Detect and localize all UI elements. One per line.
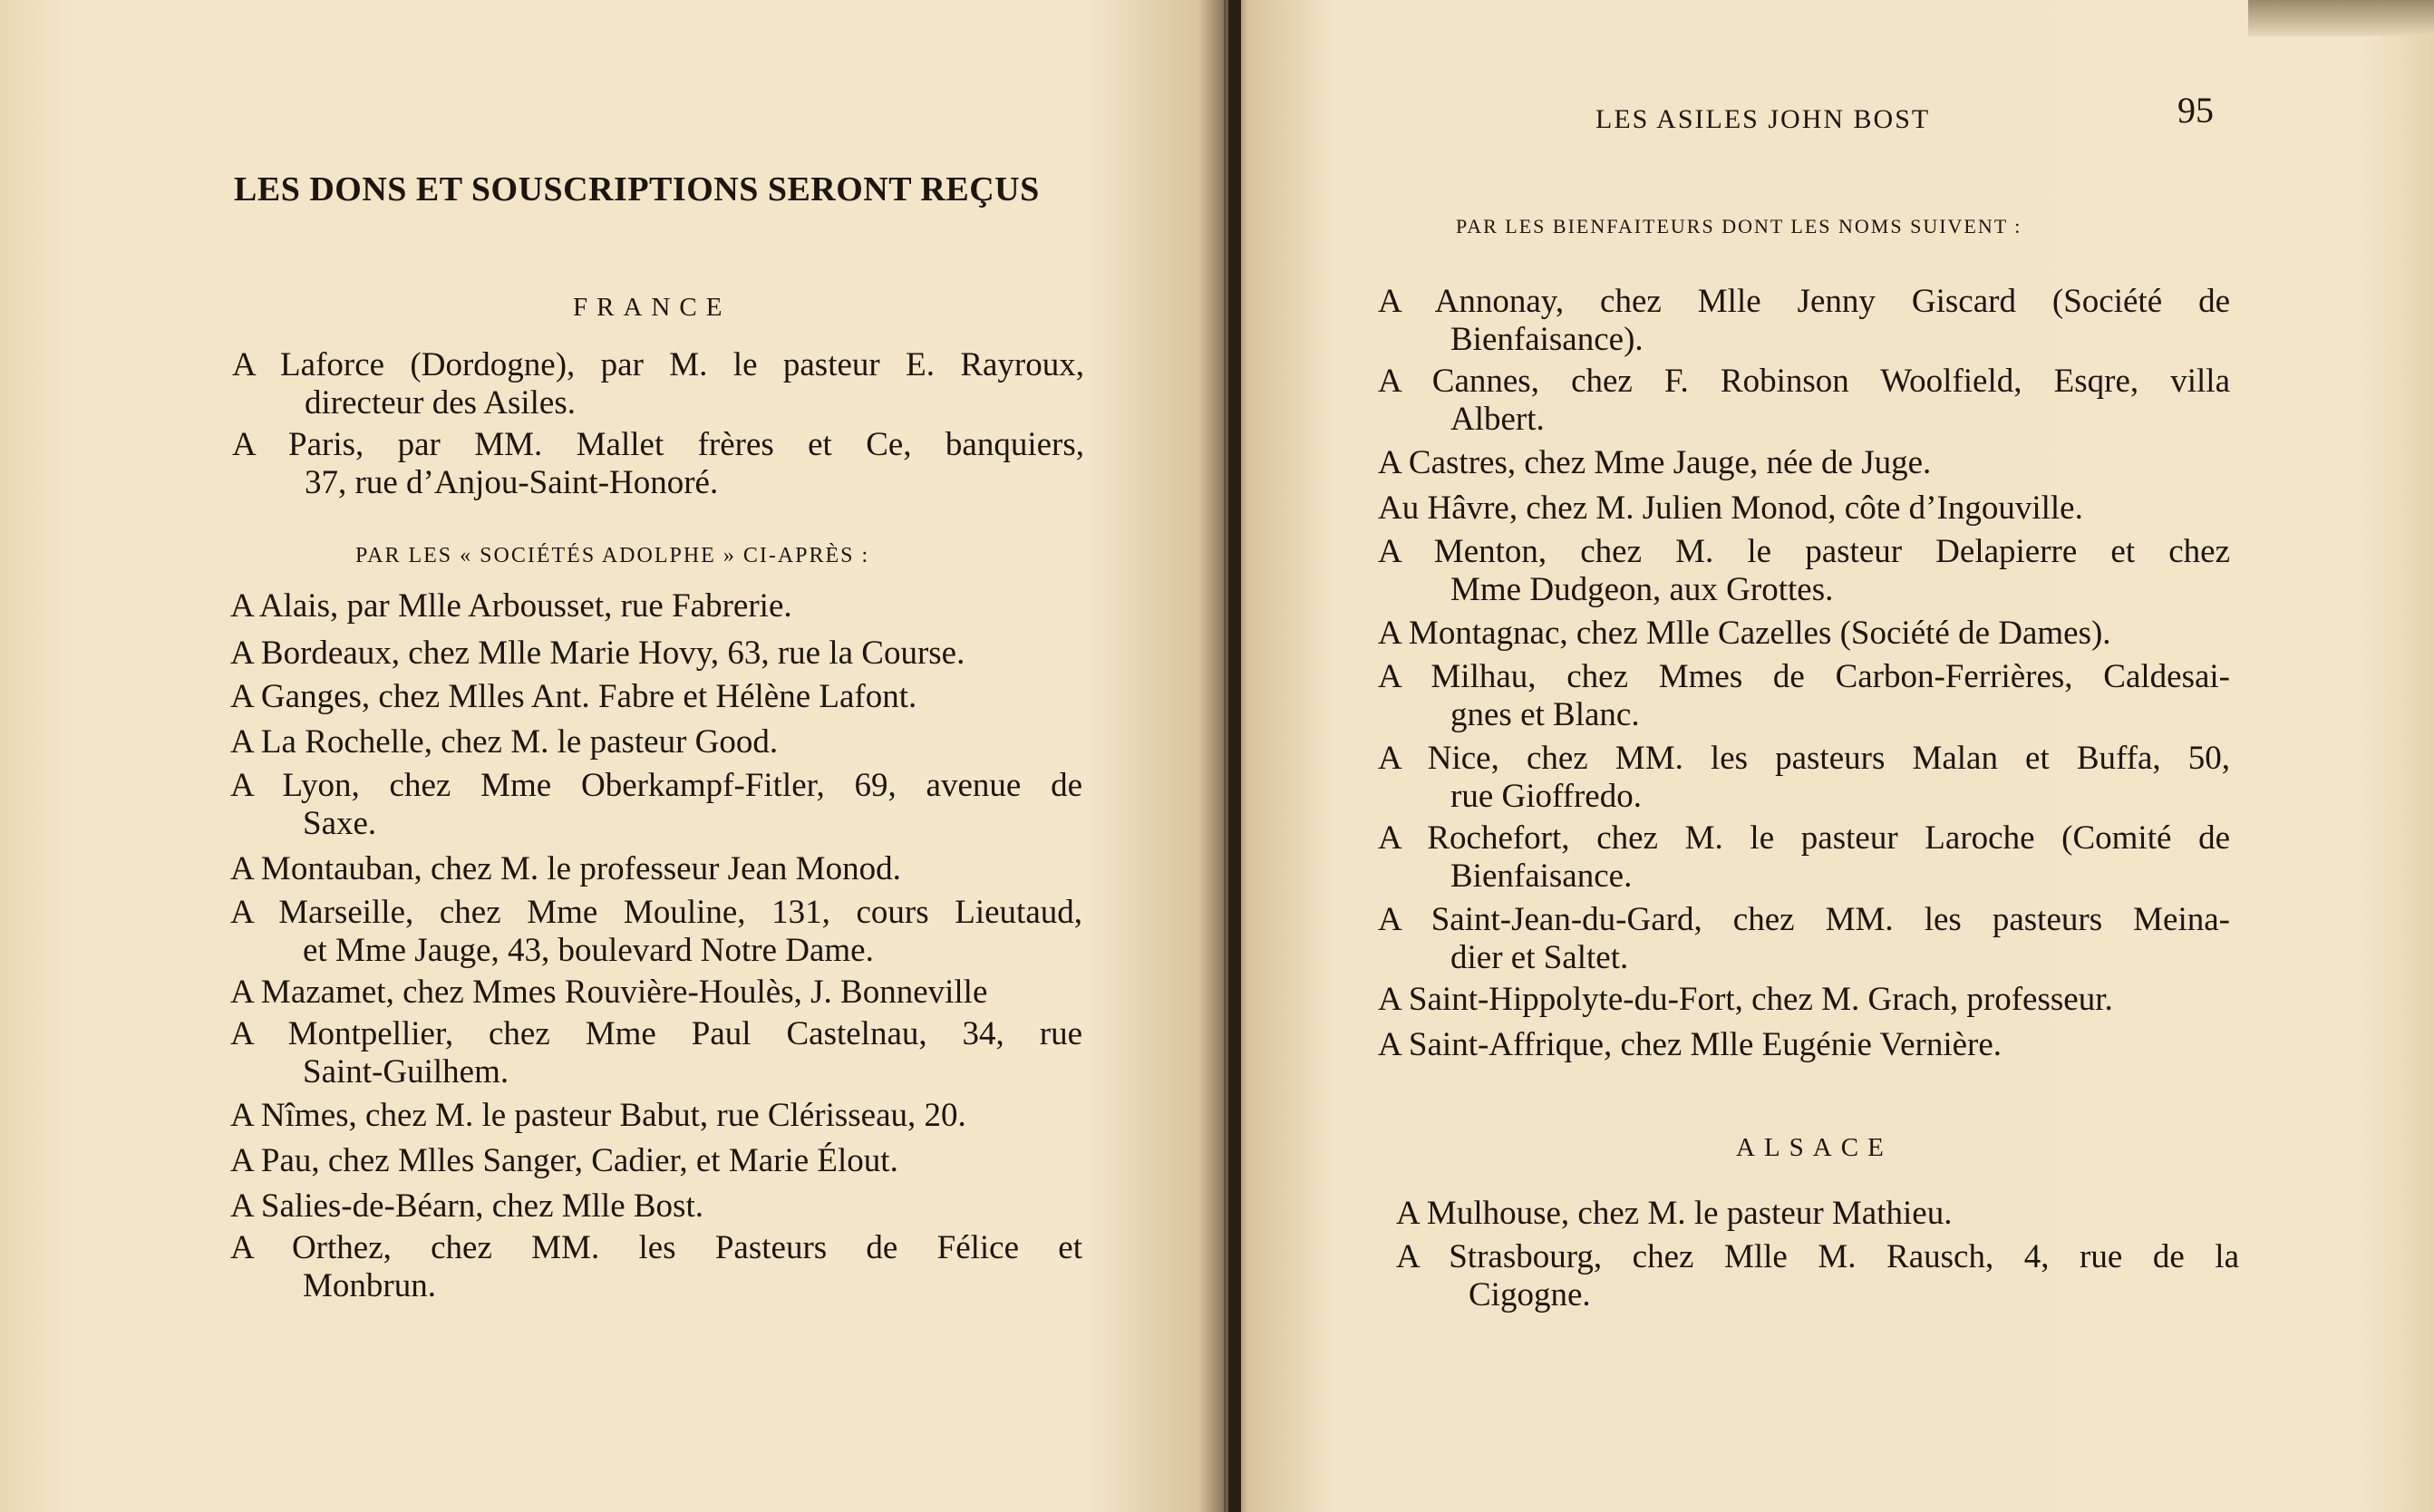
page-title: LES DONS ET SOUSCRIPTIONS SERONT REÇUS	[234, 170, 1040, 208]
book-gutter	[1228, 0, 1241, 1512]
list-item	[1378, 615, 2230, 653]
list-item	[1378, 658, 2230, 734]
list-item	[1378, 901, 2230, 977]
list-item	[1378, 740, 2230, 816]
right-subheading: PAR LES BIENFAITEURS DONT LES NOMS SUIVENT :	[1456, 215, 2022, 237]
entry-line: A Nice, chez MM. les pasteurs Malan et Buffa, 50,	[1378, 740, 2230, 777]
list-item	[230, 894, 1082, 970]
list-item	[1378, 819, 2230, 896]
list-item	[1396, 1238, 2239, 1314]
list-item	[230, 1187, 1082, 1226]
list-item	[230, 1142, 1082, 1180]
entry-line: A Nîmes, chez M. le pasteur Babut, rue Clérisseau, 20.	[230, 1097, 966, 1134]
list-item	[230, 1229, 1082, 1305]
entry-continuation: 37, rue d’Anjou-Saint-Honoré.	[305, 464, 719, 501]
entry-line: A Saint-Hippolyte-du-Fort, chez M. Grach, professeur.	[1378, 981, 2113, 1018]
entry-line: A Saint-Jean-du-Gard, chez MM. les pasteurs Meina-	[1378, 901, 2230, 938]
list-item	[230, 587, 1082, 625]
list-item	[232, 346, 1084, 422]
entry-line: A Mulhouse, chez M. le pasteur Mathieu.	[1396, 1195, 1953, 1232]
list-item	[230, 635, 1082, 673]
list-item	[232, 426, 1084, 502]
list-item	[230, 678, 1082, 716]
entry-line: A Montagnac, chez Mlle Cazelles (Société de Dames).	[1378, 615, 2111, 652]
entry-continuation: Mme Dudgeon, aux Grottes.	[1450, 571, 1834, 608]
entry-continuation: directeur des Asiles.	[305, 384, 576, 422]
list-item	[1396, 1195, 2239, 1233]
entry-line: A Rochefort, chez M. le pasteur Laroche (Comité de	[1378, 819, 2230, 857]
entry-line: A Menton, chez M. le pasteur Delapierre et chez	[1378, 533, 2230, 570]
entry-line: A Montpellier, chez Mme Paul Castelnau, 34, rue	[230, 1015, 1082, 1052]
list-item	[1378, 1026, 2230, 1064]
list-item	[1378, 444, 2230, 482]
entry-line: A Pau, chez Mlles Sanger, Cadier, et Marie Élout.	[230, 1142, 898, 1179]
france-heading: FRANCE	[573, 293, 732, 322]
entry-continuation: Saxe.	[303, 805, 377, 842]
entry-line: A Marseille, chez Mme Mouline, 131, cours Lieutaud,	[230, 894, 1082, 931]
entry-continuation: rue Gioffredo.	[1450, 778, 1642, 815]
entry-line: A Orthez, chez MM. les Pasteurs de Félice et	[230, 1229, 1082, 1266]
entry-line: A Milhau, chez Mmes de Carbon-Ferrières, Caldesai-	[1378, 658, 2230, 695]
entry-line: A Alais, par Mlle Arbousset, rue Fabrerie.	[230, 587, 792, 625]
list-item	[230, 850, 1082, 888]
entry-line: A Mazamet, chez Mmes Rouvière-Houlès, J. Bonneville	[230, 974, 988, 1011]
entry-line: A Bordeaux, chez Mlle Marie Hovy, 63, rue la Course.	[230, 635, 965, 672]
list-item	[1378, 363, 2230, 439]
list-item	[1378, 283, 2230, 359]
list-item	[1378, 533, 2230, 609]
entry-continuation: Bienfaisance.	[1450, 858, 1633, 895]
entry-continuation: Cigogne.	[1469, 1276, 1591, 1313]
societes-heading: PAR LES « SOCIÉTÉS ADOLPHE » CI-APRÈS :	[355, 544, 870, 567]
entry-line: A Salies-de-Béarn, chez Mlle Bost.	[230, 1187, 703, 1225]
entry-continuation: et Mme Jauge, 43, boulevard Notre Dame.	[303, 932, 874, 969]
page-edge-shadow	[2248, 0, 2434, 36]
entry-line: A Ganges, chez Mlles Ant. Fabre et Hélène Lafont.	[230, 678, 917, 715]
list-item	[230, 1015, 1082, 1091]
entry-line: A Montauban, chez M. le professeur Jean Monod.	[230, 850, 901, 887]
entry-continuation: dier et Saltet.	[1450, 939, 1629, 976]
entry-line: A Cannes, chez F. Robinson Woolfield, Esqre, villa	[1378, 363, 2230, 400]
entry-continuation: Saint-Guilhem.	[303, 1053, 509, 1090]
entry-line: A Saint-Affrique, chez Mlle Eugénie Vernière.	[1378, 1026, 2002, 1063]
page-number: 95	[2177, 90, 2214, 131]
entry-line: A Lyon, chez Mme Oberkampf-Fitler, 69, avenue de	[230, 767, 1082, 804]
entry-line: A Strasbourg, chez Mlle M. Rausch, 4, rue de la	[1396, 1238, 2239, 1275]
alsace-heading: ALSACE	[1736, 1133, 1893, 1162]
entry-line: Au Hâvre, chez M. Julien Monod, côte d’Ingouville.	[1378, 489, 2083, 527]
running-head: LES ASILES JOHN BOST	[1595, 104, 1931, 134]
entry-line: A La Rochelle, chez M. le pasteur Good.	[230, 723, 779, 761]
entry-line: A Annonay, chez Mlle Jenny Giscard (Société de	[1378, 283, 2230, 320]
list-item	[1378, 489, 2230, 528]
list-item	[1378, 981, 2230, 1019]
list-item	[230, 974, 1082, 1012]
list-item	[230, 767, 1082, 843]
entry-line: A Laforce (Dordogne), par M. le pasteur E. Rayroux,	[232, 346, 1084, 383]
entry-line: A Castres, chez Mme Jauge, née de Juge.	[1378, 444, 1932, 481]
list-item	[230, 1097, 1082, 1135]
list-item	[230, 723, 1082, 761]
entry-continuation: Monbrun.	[303, 1267, 436, 1304]
entry-continuation: Albert.	[1450, 401, 1545, 438]
entry-continuation: gnes et Blanc.	[1450, 696, 1640, 733]
entry-line: A Paris, par MM. Mallet frères et Ce, banquiers,	[232, 426, 1084, 463]
entry-continuation: Bienfaisance).	[1450, 321, 1644, 358]
